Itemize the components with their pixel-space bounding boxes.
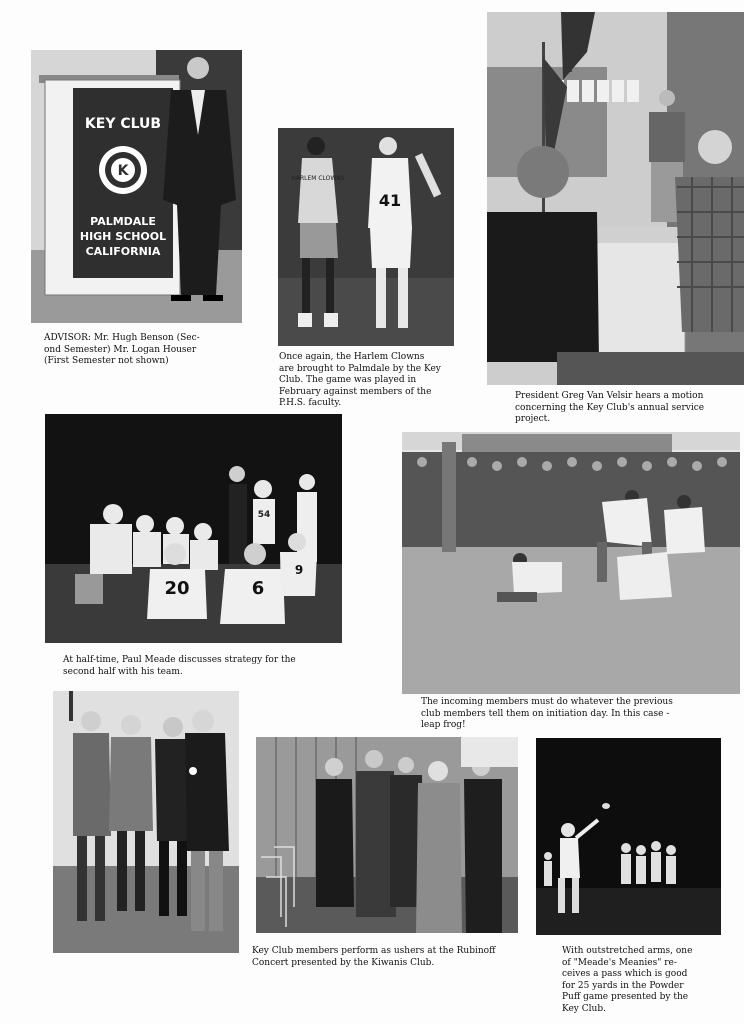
president-caption: President Greg Van Velsir hears a motion concerning the Key Club's annual service project. bbox=[515, 391, 705, 424]
harlem-clowns-photo bbox=[278, 128, 454, 346]
ushers-photo bbox=[256, 737, 518, 933]
jersey-number-6: 6 bbox=[251, 578, 265, 599]
powderpuff-caption: With outstretched arms, one of "Meade's Meanies" re- ceives a pass which is good for 25 yards in the Powder Puff game presented by the Key Club. bbox=[562, 946, 693, 1014]
president-photo bbox=[487, 12, 744, 385]
advisor-photo bbox=[31, 50, 242, 323]
ushers-caption: Key Club members perform as ushers at the Rubinoff Concert presented by the Kiwanis Club. bbox=[252, 946, 496, 968]
harlem-caption: Once again, the Harlem Clowns are brought to Palmdale by the Key Club. The game was played in February against members of the P.H.S. faculty. bbox=[279, 352, 441, 408]
banner-line-palmdale: PALMDALE bbox=[90, 215, 156, 228]
banner-line-keyclub: KEY CLUB bbox=[84, 116, 162, 132]
clown-jersey-text: HARLEM CLOWNS bbox=[291, 175, 345, 182]
jersey-number-41: 41 bbox=[378, 191, 402, 210]
initiation-caption: The incoming members must do whatever the previous club members tell them on initiation day. In this case - leap frog! bbox=[421, 697, 673, 730]
jersey-number-54: 54 bbox=[257, 510, 271, 520]
banner-line-california: CALIFORNIA bbox=[85, 245, 161, 258]
halftime-photo bbox=[45, 414, 342, 643]
jersey-number-20: 20 bbox=[164, 578, 190, 599]
football-icon bbox=[602, 803, 610, 809]
powderpuff-photo bbox=[536, 738, 721, 935]
emblem-letter: K bbox=[117, 163, 129, 179]
halftime-caption: At half-time, Paul Meade discusses strategy for the second half with his team. bbox=[63, 655, 296, 677]
members-photo bbox=[53, 691, 239, 953]
banner-line-highschool: HIGH SCHOOL bbox=[79, 230, 167, 243]
advisor-caption: ADVISOR: Mr. Hugh Benson (Sec- ond Semester) Mr. Logan Houser (First Semester not shown) bbox=[44, 333, 200, 366]
initiation-photo bbox=[402, 432, 740, 694]
jersey-number-9: 9 bbox=[294, 563, 304, 577]
